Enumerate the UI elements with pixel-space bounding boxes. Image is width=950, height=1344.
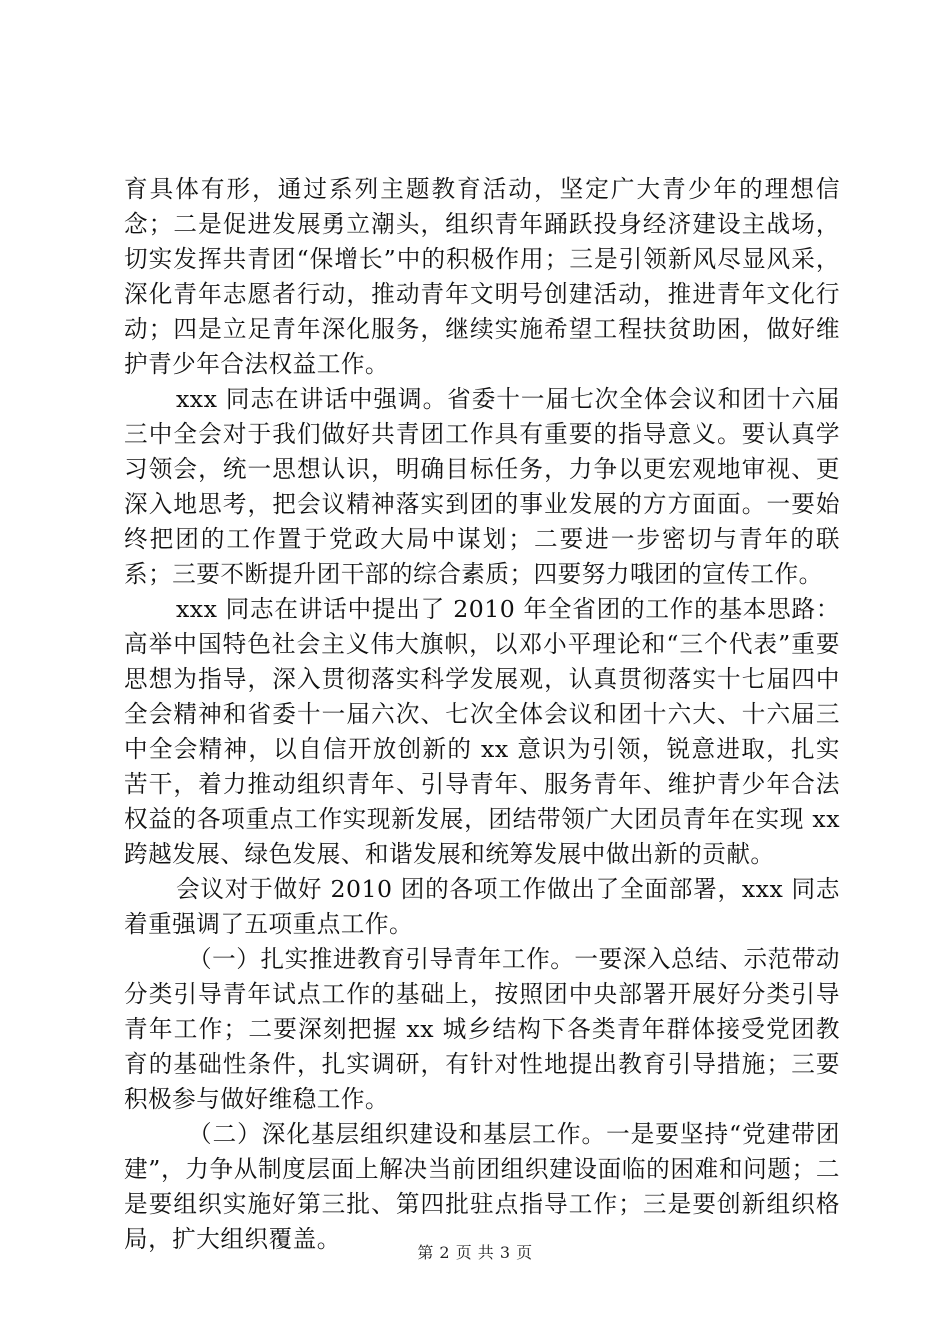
paragraph-emphasis: xxx 同志在讲话中强调。省委十一届七次全体会议和团十六届三中全会对于我们做好共青团工作具有重要的指导意义。要认真学习领会，统一思想认识，明确目标任务，力争以更宏观地审视、更深入地思考，把会议精神落实到团的事业发展的方方面面。一要始终把团的工作置于党政大局中谋划；二要进一步密切与青年的联系；三要不断提升团干部的综合素质；四要努力哦团的宣传工作。 [124,385,840,588]
paragraph-deployment: 会议对于做好 2010 团的各项工作做出了全面部署，xxx 同志着重强调了五项重点工作。 [124,875,840,938]
paragraph-continuation: 育具体有形，通过系列主题教育活动，坚定广大青少年的理想信念；二是促进发展勇立潮头，组织青年踊跃投身经济建设主战场，切实发挥共青团“保增长”中的积极作用；三是引领新风尽显风采，深化青年志愿者行动，推动青年文明号创建活动，推进青年文化行动；四是立足青年深化服务，继续实施希望工程扶贫助困，做好维护青少年合法权益工作。 [124,175,840,378]
page-number-footer: 第 2 页 共 3 页 [417,1243,533,1262]
paragraph-item-one: （一）扎实推进教育引导青年工作。一要深入总结、示范带动分类引导青年试点工作的基础上，按照团中央部署开展好分类引导青年工作；二要深刻把握 xx 城乡结构下各类青年群体接受党团教育的基础性条件，扎实调研，有针对性地提出教育引导措施；三要积极参与做好维稳工作。 [124,945,840,1113]
document-body [124,172,840,1257]
paragraph-item-two: （二）深化基层组织建设和基层工作。一是要坚持“党建带团建”，力争从制度层面上解决当前团组织建设面临的困难和问题；二是要组织实施好第三批、第四批驻点指导工作；三是要创新组织格局，扩大组织覆盖。 [124,1120,840,1253]
paragraph-basic-thinking: xxx 同志在讲话中提出了 2010 年全省团的工作的基本思路：高举中国特色社会主义伟大旗帜，以邓小平理论和“三个代表”重要思想为指导，深入贯彻落实科学发展观，认真贯彻落实十七届四中全会精神和省委十一届六次、七次全体会议和团十六大、十六届三中全会精神，以自信开放创新的 xx 意识为引领，锐意进取，扎实苦干，着力推动组织青年、引导青年、服务青年、维护青少年合法权益的各项重点工作实现新发展，团结带领广大团员青年在实现 xx 跨越发展、绿色发展、和谐发展和统筹发展中做出新的贡献。 [124,595,840,868]
